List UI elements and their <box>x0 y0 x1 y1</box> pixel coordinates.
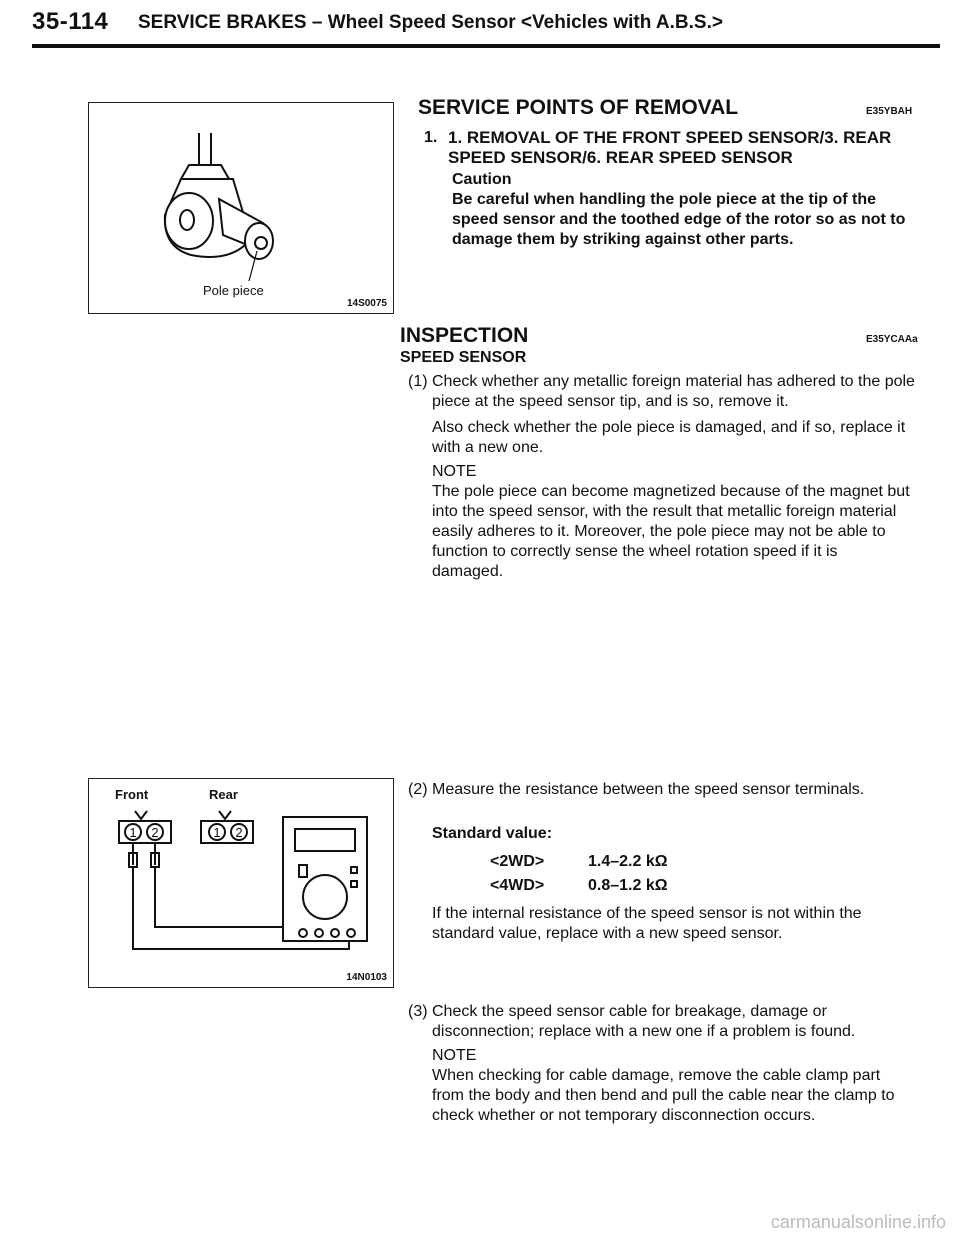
note1-label: NOTE <box>432 463 477 480</box>
removal-item-number: 1. <box>424 129 438 146</box>
step3-text: Check the speed sensor cable for breakage, damage or disconnection; replace with a new one if a problem is found. <box>432 1003 856 1040</box>
resistance-check-figure <box>88 778 394 988</box>
step1-text2: Also check whether the pole piece is damaged, and if so, replace it with a new one. <box>432 419 906 456</box>
page-number: 35-114 <box>32 8 109 35</box>
header-rule <box>32 44 940 48</box>
step1-text: Check whether any metallic foreign material has adhered to the pole piece at the speed sensor tip, and is so, remove it. <box>432 373 915 410</box>
page-header-title: SERVICE BRAKES – Wheel Speed Sensor <Vehicles with A.B.S.> <box>138 12 723 33</box>
std-row-2wd-value: 1.4–2.2 kΩ <box>588 853 668 870</box>
note2-label: NOTE <box>432 1047 477 1064</box>
figure1-code: 14S0075 <box>346 298 387 309</box>
speed-sensor-subtitle: SPEED SENSOR <box>400 349 527 366</box>
rear-label: Rear <box>209 787 238 802</box>
inspection-section-code: E35YCAAa <box>866 334 918 345</box>
caution-label: Caution <box>452 171 512 188</box>
std-row-4wd-value: 0.8–1.2 kΩ <box>588 877 668 894</box>
speed-sensor-figure <box>88 102 394 314</box>
removal-section-title: SERVICE POINTS OF REMOVAL <box>418 96 739 119</box>
step2-number: (2) <box>408 781 428 798</box>
step2-text2: If the internal resistance of the speed sensor is not within the standard value, replace with a new speed sensor. <box>432 905 862 942</box>
caution-text: Be careful when handling the pole piece at the tip of the speed sensor and the toothed edge of the rotor so as not to damage them by striking against other parts. <box>452 191 906 248</box>
front-pin1-label: 1 <box>129 825 137 840</box>
note2-text: When checking for cable damage, remove the cable clamp part from the body and then bend and pull the cable near the clamp to check whether or not temporary disconnection occurs. <box>432 1067 895 1124</box>
inspection-section-title: INSPECTION <box>400 324 529 347</box>
std-row-4wd-label: <4WD> <box>490 877 545 894</box>
step3-number: (3) <box>408 1003 428 1020</box>
std-row-2wd-label: <2WD> <box>490 853 545 870</box>
front-label: Front <box>115 787 149 802</box>
front-pin2-label: 2 <box>151 825 159 840</box>
removal-section-code: E35YBAH <box>866 106 913 117</box>
rear-pin2-label: 2 <box>235 825 243 840</box>
multimeter-wiring-illustration <box>89 779 393 987</box>
rear-pin1-label: 1 <box>213 825 221 840</box>
figure2-code: 14N0103 <box>346 972 387 983</box>
removal-item-title: 1. REMOVAL OF THE FRONT SPEED SENSOR/3. REAR SPEED SENSOR/6. REAR SPEED SENSOR <box>448 128 892 167</box>
pole-piece-label: Pole piece <box>203 283 264 298</box>
standard-value-label: Standard value: <box>432 825 553 842</box>
step2-text: Measure the resistance between the speed sensor terminals. <box>432 781 865 798</box>
step1-number: (1) <box>408 373 428 390</box>
speed-sensor-illustration <box>89 103 393 313</box>
watermark: carmanualsonline.info <box>770 1212 946 1232</box>
note1-text: The pole piece can become magnetized because of the magnet but into the speed sensor, with the result that metallic foreign material easily adheres to it. Moreover, the pole piece may not be able to function to correctly sense the wheel rotation speed if it is damaged. <box>432 483 910 580</box>
